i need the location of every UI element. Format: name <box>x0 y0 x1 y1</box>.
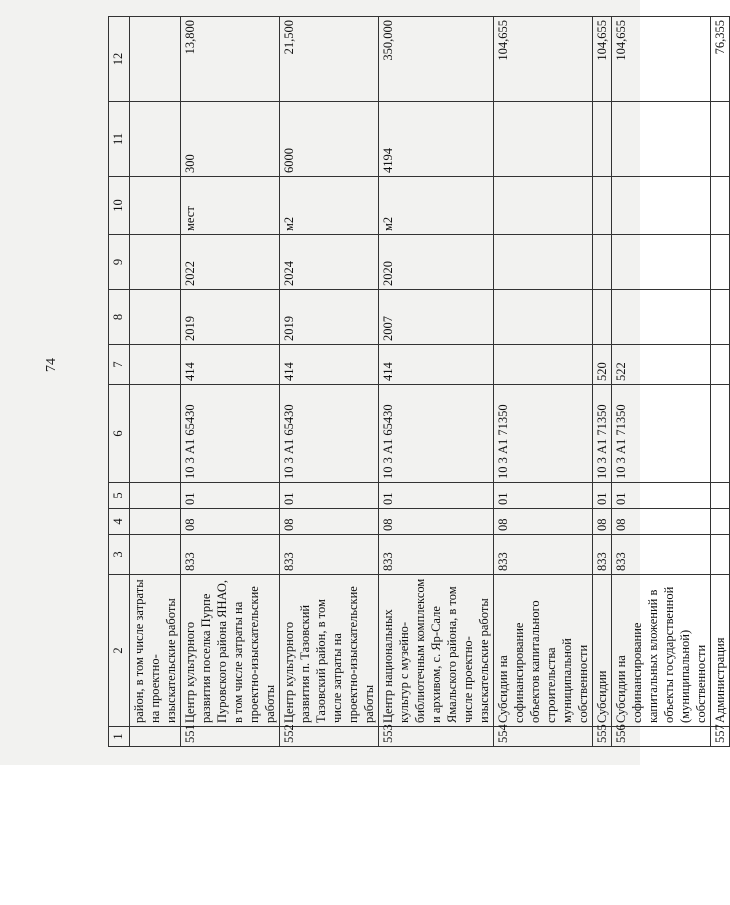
table-cell-col11: 300 <box>181 102 280 177</box>
table-cell-col6: 10 3 А1 65430 <box>379 385 494 483</box>
table-cell-col4: 08 <box>379 509 494 535</box>
table-cell-col8: 2007 <box>379 290 494 345</box>
table-cell-col5: 01 <box>379 483 494 509</box>
table-cell-col1 <box>130 727 181 747</box>
table-cell-col1: 554 <box>494 727 593 747</box>
table-cell-col3: 833 <box>494 535 593 575</box>
table-cell-col7: 414 <box>280 345 379 385</box>
table-cell-col12: 13,800 <box>181 17 280 102</box>
table-cell-col4: 08 <box>593 509 612 535</box>
table-cell-col9: 2024 <box>280 235 379 290</box>
table-cell-col9 <box>593 235 612 290</box>
table-cell-col11 <box>711 102 730 177</box>
table-row <box>280 17 379 747</box>
table-cell-col6: 10 3 А1 71350 <box>593 385 612 483</box>
table-cell-col2: Субсидии <box>593 575 612 727</box>
table-cell-col8 <box>130 290 181 345</box>
table-cell-col6: 10 3 А1 65430 <box>181 385 280 483</box>
table-cell-col3: 833 <box>593 535 612 575</box>
table-cell-col12: 104,655 <box>593 17 612 102</box>
table-cell-col3: 833 <box>181 535 280 575</box>
table-cell-col11: 6000 <box>280 102 379 177</box>
table-cell-col6: 10 3 А1 71350 <box>494 385 593 483</box>
table-cell-col1: 551 <box>181 727 280 747</box>
table-cell-col9 <box>711 235 730 290</box>
column-header-5: 5 <box>109 483 130 509</box>
table-cell-col1: 553 <box>379 727 494 747</box>
table-body <box>130 17 730 747</box>
table-cell-col4 <box>130 509 181 535</box>
table-cell-col5: 01 <box>593 483 612 509</box>
table-cell-col5: 01 <box>181 483 280 509</box>
table-cell-col11 <box>494 102 593 177</box>
table-row <box>711 17 730 747</box>
table-cell-col7: 414 <box>379 345 494 385</box>
table-cell-col4: 08 <box>280 509 379 535</box>
column-header-6: 6 <box>109 385 130 483</box>
table-cell-col6: 10 3 А1 65430 <box>280 385 379 483</box>
table-cell-col7 <box>711 345 730 385</box>
table-cell-col9: 2022 <box>181 235 280 290</box>
table-cell-col8 <box>711 290 730 345</box>
table-cell-col5: 01 <box>494 483 593 509</box>
table-cell-col11 <box>593 102 612 177</box>
table-cell-col10 <box>612 177 711 235</box>
column-header-12: 12 <box>109 17 130 102</box>
table-cell-col5: 01 <box>612 483 711 509</box>
table-row <box>379 17 494 747</box>
table-cell-col2: Центр культурного развития поселка Пурпе Пуровского района ЯНАО, в том числе затраты на проектно-изыскательские работы <box>181 575 280 727</box>
table-cell-col7: 520 <box>593 345 612 385</box>
table-cell-col1: 556 <box>612 727 711 747</box>
table-cell-col4 <box>711 509 730 535</box>
column-header-2: 2 <box>109 575 130 727</box>
column-header-1: 1 <box>109 727 130 747</box>
table-cell-col9: 2020 <box>379 235 494 290</box>
table-cell-col6: 10 3 А1 71350 <box>612 385 711 483</box>
table-cell-col9 <box>130 235 181 290</box>
table-cell-col3: 833 <box>379 535 494 575</box>
table-cell-col2: Центр национальных культур с музейно-библиотечным комплексом и архивом, с. Яр-Сале Ямальского района, в том числе проектно-изыскательские работы <box>379 575 494 727</box>
table-cell-col8 <box>593 290 612 345</box>
table-cell-col11 <box>130 102 181 177</box>
header-row <box>109 17 130 747</box>
table-cell-col2: Центр культурного развития п. Тазовский Тазовский район, в том числе затраты на проектно-изыскательские работы <box>280 575 379 727</box>
table-cell-col1: 557 <box>711 727 730 747</box>
table-cell-col12 <box>130 17 181 102</box>
table-cell-col7 <box>130 345 181 385</box>
table-cell-col10 <box>130 177 181 235</box>
table-cell-col1: 552 <box>280 727 379 747</box>
table-cell-col2: район, в том числе затраты на проектно-изыскательские работы <box>130 575 181 727</box>
table-cell-col4: 08 <box>494 509 593 535</box>
table-cell-col10: м2 <box>280 177 379 235</box>
table-cell-col7: 414 <box>181 345 280 385</box>
table-cell-col8: 2019 <box>280 290 379 345</box>
budget-table <box>108 16 730 747</box>
table-cell-col12: 350,000 <box>379 17 494 102</box>
table-cell-col5 <box>711 483 730 509</box>
table-cell-col10 <box>711 177 730 235</box>
table-cell-col3 <box>130 535 181 575</box>
table-cell-col5: 01 <box>280 483 379 509</box>
table-cell-col3: 833 <box>280 535 379 575</box>
table-cell-col10: мест <box>181 177 280 235</box>
table-row <box>494 17 593 747</box>
table-cell-col10 <box>494 177 593 235</box>
table-cell-col10: м2 <box>379 177 494 235</box>
table-cell-col6 <box>130 385 181 483</box>
table-cell-col4: 08 <box>612 509 711 535</box>
table-row <box>612 17 711 747</box>
table-cell-col8 <box>612 290 711 345</box>
table-cell-col2: Субсидии на софинансирование объектов капитального строительства муниципальной собственности <box>494 575 593 727</box>
page-number: 74 <box>44 358 59 372</box>
table-cell-col7: 522 <box>612 345 711 385</box>
table-cell-col3: 833 <box>612 535 711 575</box>
table-cell-col12: 104,655 <box>494 17 593 102</box>
table-cell-col12: 76,355 <box>711 17 730 102</box>
table-cell-col11 <box>612 102 711 177</box>
table-cell-col8: 2019 <box>181 290 280 345</box>
table-cell-col10 <box>593 177 612 235</box>
table-cell-col2: Администрация <box>711 575 730 727</box>
column-header-11: 11 <box>109 102 130 177</box>
column-header-10: 10 <box>109 177 130 235</box>
table-row <box>593 17 612 747</box>
table-cell-col9 <box>494 235 593 290</box>
table-cell-col7 <box>494 345 593 385</box>
column-header-3: 3 <box>109 535 130 575</box>
column-header-9: 9 <box>109 235 130 290</box>
table-cell-col12: 104,655 <box>612 17 711 102</box>
column-header-4: 4 <box>109 509 130 535</box>
column-header-8: 8 <box>109 290 130 345</box>
table-cell-col3 <box>711 535 730 575</box>
rotated-table-container <box>108 17 727 747</box>
table-cell-col9 <box>612 235 711 290</box>
table-cell-col11: 4194 <box>379 102 494 177</box>
table-cell-col1: 555 <box>593 727 612 747</box>
table-cell-col5 <box>130 483 181 509</box>
column-header-7: 7 <box>109 345 130 385</box>
table-cell-col8 <box>494 290 593 345</box>
table-cell-col12: 21,500 <box>280 17 379 102</box>
table-cell-col6 <box>711 385 730 483</box>
table-cell-col4: 08 <box>181 509 280 535</box>
table-cell-col2: Субсидии на софинансирование капитальных вложений в объекты государственной (муниципальной) собственности <box>612 575 711 727</box>
table-row <box>130 17 181 747</box>
table-row <box>181 17 280 747</box>
